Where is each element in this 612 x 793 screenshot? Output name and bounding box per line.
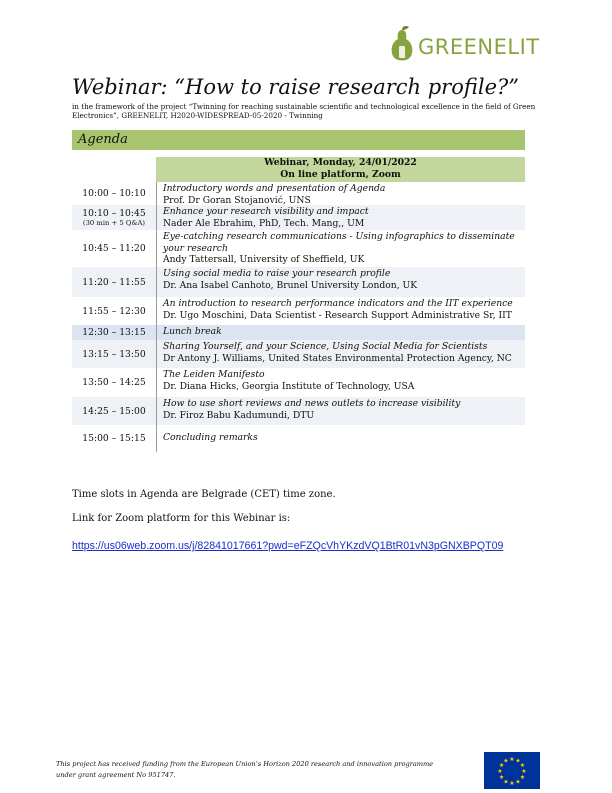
row-title: Using social media to raise your research profile [163,268,391,279]
page-subtitle: in the framework of the project “Twinning for reaching sustainable scientific and technological excellence in the field of Green Electronics”, GREENELIT, H2020-WIDESPREAD-05-2020 - Twinning [72,102,536,120]
webinar-platform: On line platform, Zoom [280,169,401,180]
webinar-date: Webinar, Monday, 24/01/2022 [264,157,417,168]
eu-stars-icon [484,752,540,789]
agenda-row [72,205,525,230]
row-time: 13:15 – 13:50 [82,348,146,360]
row-speaker: Dr. Ana Isabel Canhoto, Brunel University London, UK [163,279,418,291]
svg-text:★: ★ [515,757,521,765]
row-title: Concluding remarks [163,432,258,443]
row-time: 11:20 – 11:55 [82,276,146,288]
row-title: Eye-catching research communications - Using infographics to disseminate your research [163,231,515,254]
row-speaker: Dr. Diana Hicks, Georgia Institute of Technology, USA [163,380,415,392]
logo-text: GREENELIT [418,35,540,59]
svg-text:★: ★ [509,780,515,787]
row-title: How to use short reviews and news outlets to increase visibility [163,398,461,409]
row-title: Introductory words and presentation of Agenda [163,183,386,194]
row-time: 10:45 – 11:20 [82,243,146,254]
row-speaker: Dr Antony J. Williams, United States Environmental Protection Agency, NC [163,352,512,364]
agenda-section-bar [72,130,525,150]
row-title: Lunch break [163,326,222,337]
row-speaker: Prof. Dr Goran Stojanović, UNS [163,194,311,206]
row-time: 11:55 – 12:30 [82,305,146,317]
row-time: 10:00 – 10:10 [82,188,146,199]
row-title: Sharing Yourself, and your Science, Using Social Media for Scientists [163,341,488,352]
greenelit-logo [388,26,548,66]
row-time: 15:00 – 15:15 [82,433,146,444]
zoom-link[interactable]: https://us06web.zoom.us/j/82841017661?pwd=eFZQcVhYKzdVQ1BtR01vN3pGNXBPQT09 [72,540,504,552]
row-time-note: (30 min + 5 Q&A) [82,219,146,227]
svg-text:★: ★ [515,778,521,786]
timezone-note: Time slots in Agenda are Belgrade (CET) time zone. [72,489,336,500]
agenda-table [72,182,525,452]
page-title: Webinar: “How to raise research profile?” [72,75,520,99]
svg-text:★: ★ [503,778,509,786]
funding-footer: This project has received funding from the European Union’s Horizon 2020 research and innovation programme under grant agreement No 951747. [56,760,434,779]
eu-flag-icon [484,752,540,789]
row-time: 10:10 – 10:45 [82,208,146,219]
svg-text:★: ★ [519,774,526,781]
row-time: 13:50 – 14:25 [82,377,146,388]
pear-leaf-icon [388,26,416,64]
webinar-header [156,157,525,182]
agenda-row [72,340,525,368]
svg-text:★: ★ [509,756,515,763]
agenda-row-lunch [72,325,525,340]
row-speaker: Dr. Firoz Babu Kadumundi, DTU [163,409,315,421]
svg-text:★: ★ [521,768,527,775]
agenda-row [72,368,525,397]
svg-text:★: ★ [503,757,509,765]
svg-text:★: ★ [497,768,503,775]
svg-text:★: ★ [498,762,505,769]
svg-text:★: ★ [519,762,526,769]
agenda-row [72,397,525,425]
agenda-row [72,425,525,452]
row-title: The Leiden Manifesto [163,369,265,380]
agenda-row [72,182,525,205]
row-time: 12:30 – 13:15 [82,327,146,338]
agenda-row [72,267,525,297]
row-speaker: Andy Tattersall, University of Sheffield, UK [163,254,365,265]
row-time: 14:25 – 15:00 [82,405,146,417]
link-intro: Link for Zoom platform for this Webinar is: [72,513,291,524]
agenda-row [72,230,525,267]
agenda-label: Agenda [78,132,128,147]
row-speaker: Nader Ale Ebrahim, PhD, Tech. Mang,, UM [163,217,365,229]
svg-text:★: ★ [498,774,505,781]
row-title: Enhance your research visibility and impact [163,206,369,217]
agenda-row [72,297,525,325]
row-title: An introduction to research performance indicators and the IIT experience [163,298,513,309]
row-speaker: Dr. Ugo Moschini, Data Scientist - Research Support Administrative Sr, IIT [163,309,512,321]
